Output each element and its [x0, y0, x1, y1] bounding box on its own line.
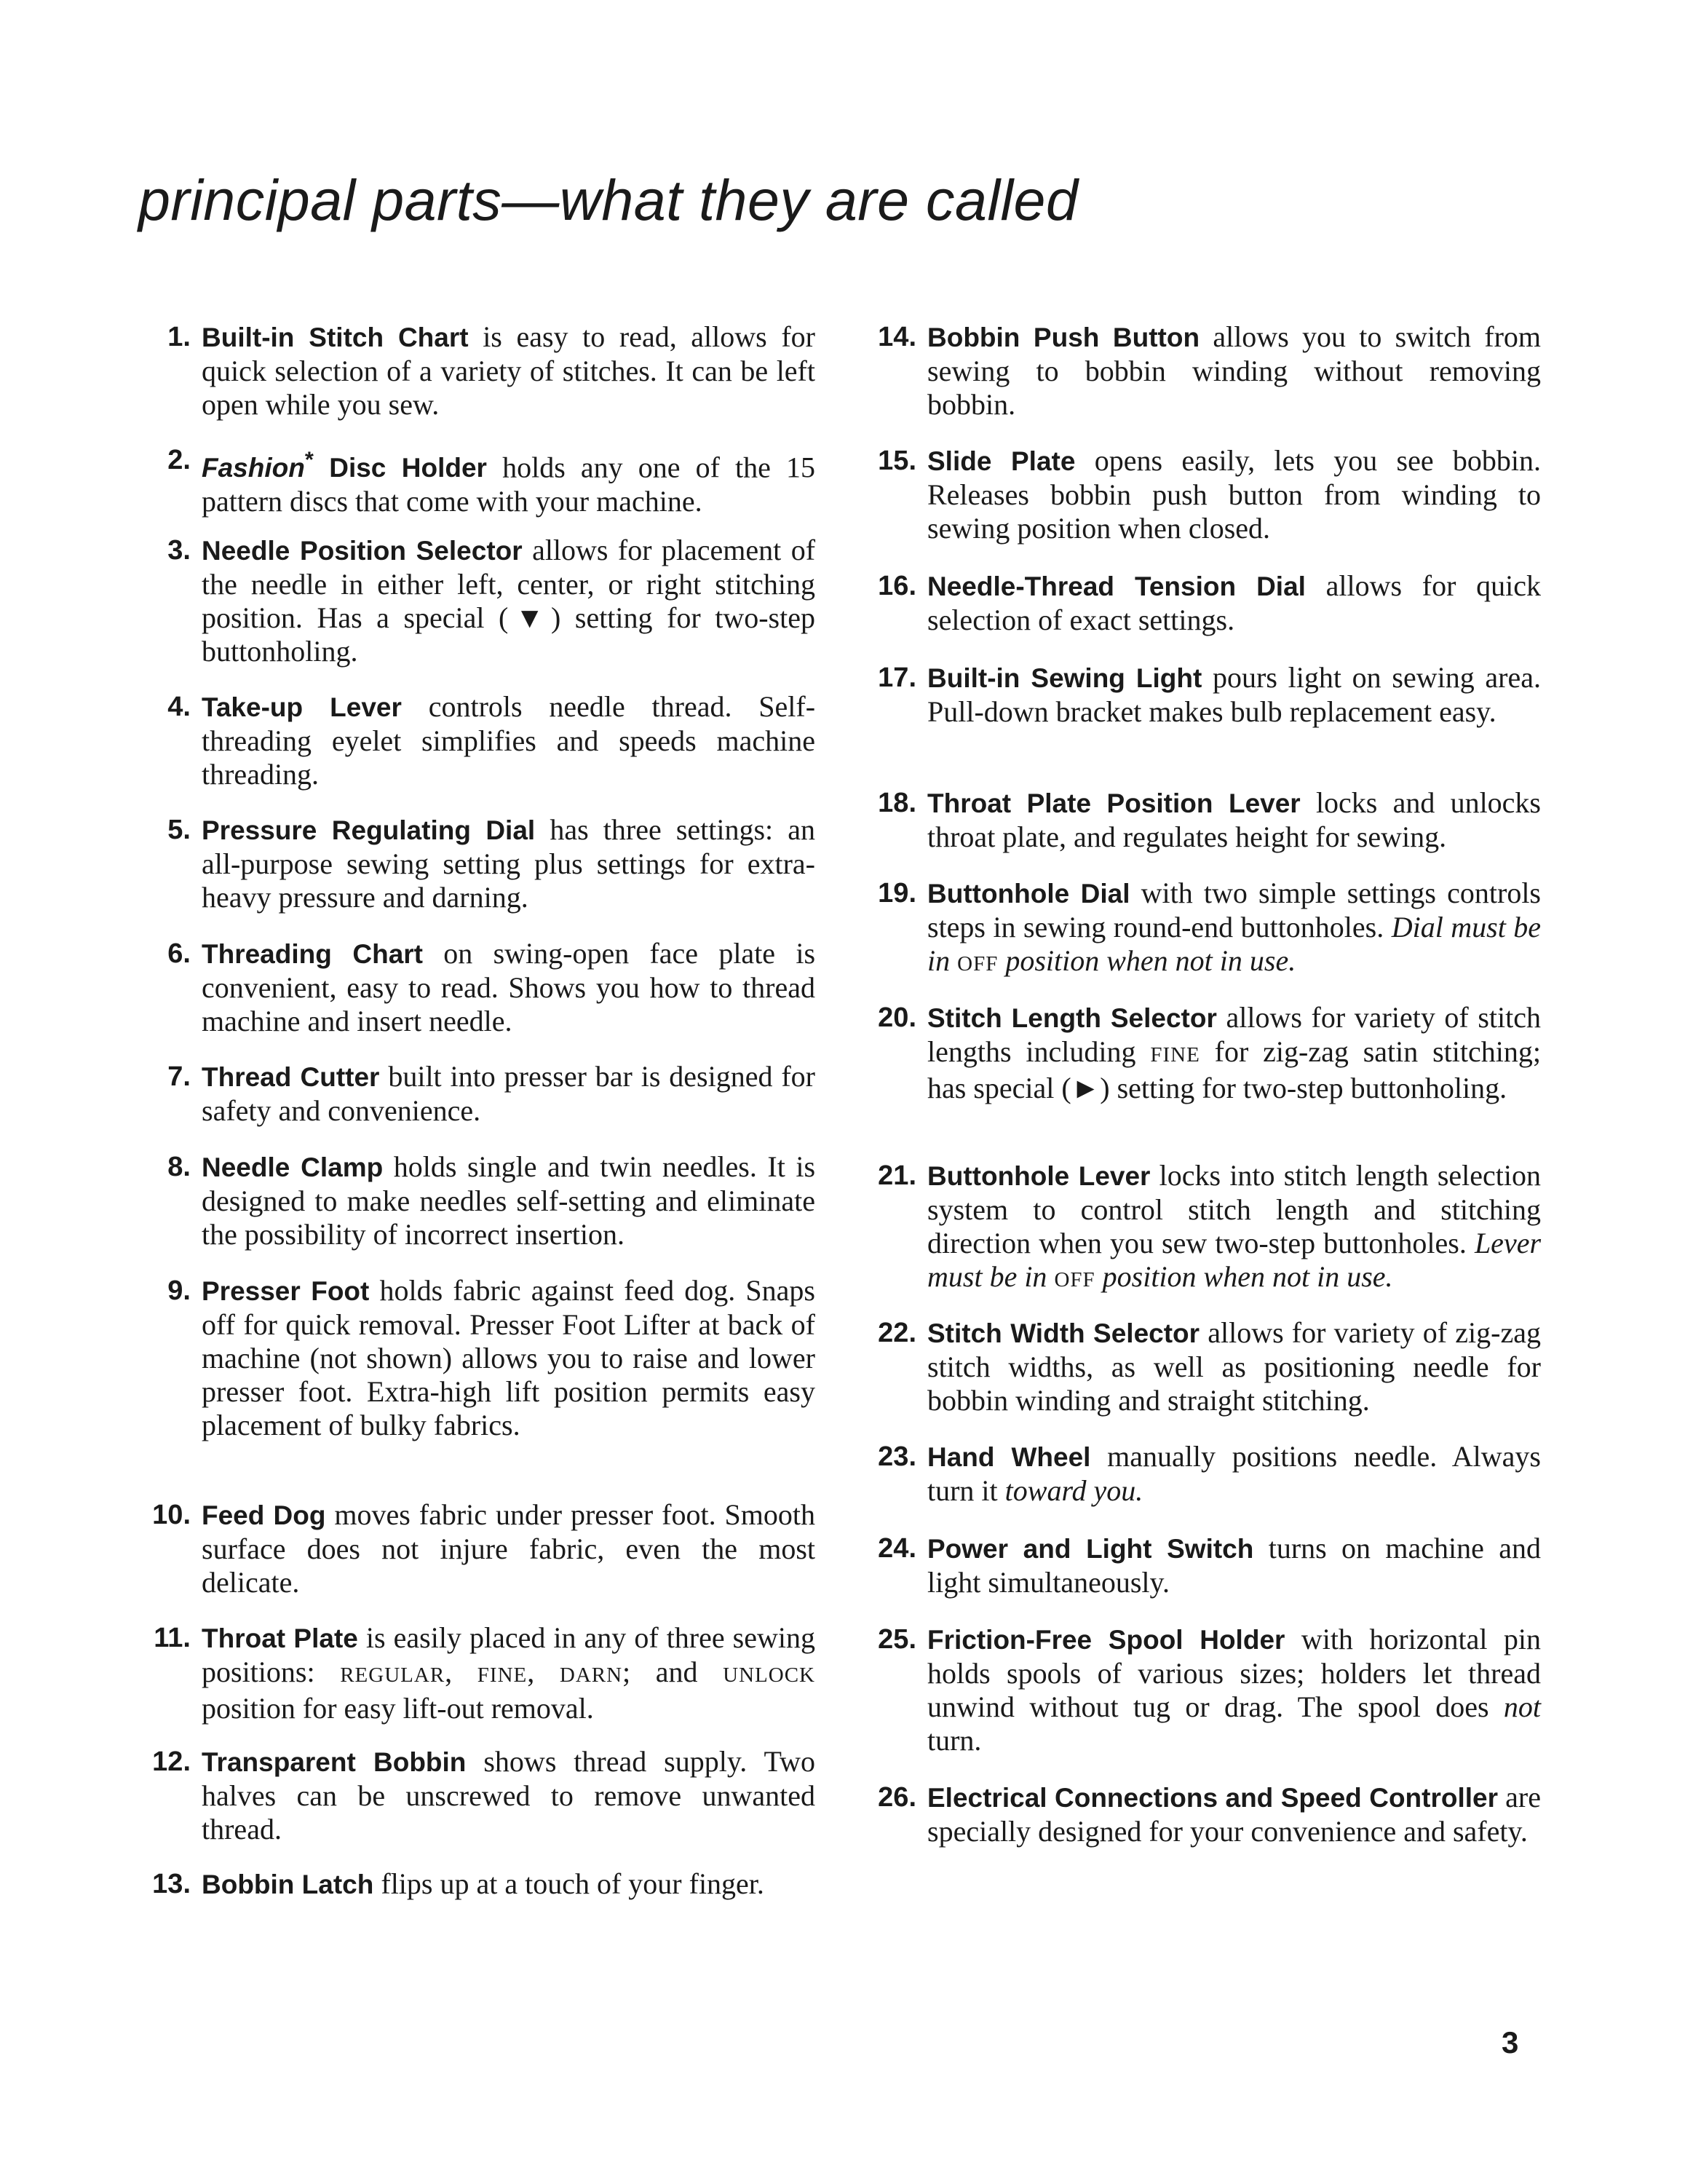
part-name: Throat Plate — [202, 1623, 358, 1653]
part-name: Power and Light Switch — [927, 1534, 1254, 1564]
page-number: 3 — [1502, 2025, 1519, 2060]
part-item-8 — [138, 1150, 815, 1251]
part-name: Buttonhole Dial — [927, 879, 1130, 909]
part-description: pours light on sewing area. Pull-down bracket makes bulb replacement easy. — [927, 661, 1541, 728]
part-description: flips up at a touch of your finger. — [381, 1867, 764, 1900]
part-description: locks into stitch length selection system to control stitch length and stitching direction when you sew two-step buttonholes. — [927, 1159, 1541, 1259]
part-name: Bobbin Push Button — [927, 323, 1200, 352]
part-item-5 — [138, 813, 815, 914]
part-number: 21. — [878, 1160, 916, 1191]
part-item-26 — [864, 1781, 1541, 1881]
part-item-24 — [864, 1532, 1541, 1599]
part-number: 15. — [878, 446, 916, 476]
part-name — [202, 447, 487, 483]
part-item-12 — [138, 1745, 815, 1845]
part-number: 2. — [167, 445, 191, 475]
usage-note-end: position when not in use. — [1102, 1260, 1393, 1293]
part-name: Built-in Sewing Light — [927, 663, 1202, 693]
page-title: principal parts—what they are called — [138, 167, 1079, 232]
part-name: Take-up Lever — [202, 692, 402, 722]
part-description: allows for quick selection of exact settings. — [927, 569, 1541, 636]
part-number: 13. — [152, 1869, 191, 1899]
part-name: Transparent Bobbin — [202, 1747, 467, 1777]
part-number: 9. — [167, 1275, 191, 1306]
part-name: Bobbin Latch — [202, 1870, 374, 1899]
part-number: 7. — [167, 1061, 191, 1092]
part-description: has three settings: an all-purpose sewing setting plus settings for extra-heavy pressure and darning. — [202, 813, 816, 914]
part-description: is easily placed in any of three sewing positions: — [202, 1621, 815, 1688]
part-number: 17. — [878, 662, 916, 693]
part-number: 8. — [167, 1152, 191, 1182]
part-number: 26. — [878, 1782, 916, 1813]
part-name: Needle Position Selector — [202, 536, 523, 566]
part-number: 25. — [878, 1624, 916, 1655]
part-item-9 — [138, 1274, 815, 1475]
part-description: holds any one of the 15 pattern discs that come with your machine. — [202, 451, 815, 518]
part-description: are specially designed for your convenience and safety. — [927, 1781, 1541, 1848]
part-item-4 — [138, 690, 815, 791]
part-description: locks and unlocks throat plate, and regulates height for sewing. — [927, 786, 1541, 853]
part-item-15 — [864, 444, 1541, 545]
part-description: opens easily, lets you see bobbin. Releases bobbin push button from winding to sewing position when closed. — [927, 444, 1542, 545]
part-description: holds fabric against feed dog. Snaps off for quick removal. Presser Foot Lifter at back of machine (not shown) allows you to raise and lower presser foot. Extra-high lift position permits easy placement of bulky fabrics. — [202, 1274, 815, 1441]
part-name: Feed Dog — [202, 1500, 326, 1530]
part-number: 20. — [878, 1002, 916, 1033]
part-number: 10. — [152, 1500, 191, 1530]
part-number: 5. — [167, 815, 191, 845]
setting-unlock: UNLOCK — [723, 1663, 816, 1687]
part-name: Buttonhole Lever — [927, 1161, 1151, 1191]
part-description: holds single and twin needles. It is designed to make needles self-setting and eliminate the possibility of incorrect insertion. — [202, 1150, 816, 1251]
part-name: Presser Foot — [202, 1276, 370, 1306]
part-description: turns on machine and light simultaneously. — [927, 1532, 1541, 1599]
part-number: 23. — [878, 1441, 916, 1472]
part-description: with horizontal pin holds spools of various sizes; holders let thread unwind without tug or drag. The spool does — [927, 1623, 1541, 1723]
parts-list-right-column — [864, 320, 1541, 1881]
part-description: manually positions needle. Always turn it — [927, 1440, 1541, 1507]
part-name: Stitch Width Selector — [927, 1318, 1200, 1348]
part-item-21 — [864, 1159, 1541, 1293]
part-item-25 — [864, 1623, 1541, 1757]
part-description-end: position for easy lift-out removal. — [202, 1692, 594, 1725]
trademark-mark: * — [304, 447, 314, 472]
part-number: 18. — [878, 788, 916, 818]
part-description-emphasis: not — [1503, 1690, 1542, 1723]
part-description: allows for variety of zig-zag stitch widths, as well as positioning needle for bobbin winding and straight stitching. — [927, 1316, 1541, 1417]
part-number: 4. — [167, 692, 191, 722]
part-name: Hand Wheel — [927, 1442, 1091, 1472]
separator: , — [527, 1655, 535, 1688]
part-item-13 — [138, 1867, 815, 1901]
usage-note-end: position when not in use. — [1005, 944, 1296, 977]
setting-darn: DARN — [559, 1663, 623, 1687]
part-name: Friction-Free Spool Holder — [927, 1625, 1285, 1655]
setting-fine: FINE — [477, 1663, 528, 1687]
part-number: 3. — [167, 535, 191, 566]
part-description: shows thread supply. Two halves can be unscrewed to remove unwanted thread. — [202, 1745, 816, 1845]
part-item-1 — [138, 320, 815, 421]
part-number: 1. — [167, 322, 191, 352]
part-description-end: turn. — [927, 1724, 982, 1757]
part-name: Threading Chart — [202, 939, 424, 969]
part-item-16 — [864, 569, 1541, 636]
part-description: moves fabric under presser foot. Smooth surface does not injure fabric, even the most delicate. — [202, 1498, 815, 1599]
part-number: 14. — [878, 322, 916, 352]
separator: , — [445, 1655, 453, 1688]
part-description: built into presser bar is designed for safety and convenience. — [202, 1060, 815, 1127]
part-item-18 — [864, 786, 1541, 853]
part-name: Built-in Stitch Chart — [202, 323, 469, 352]
part-name: Slide Plate — [927, 446, 1076, 476]
usage-note-start: Lever must be in — [927, 1227, 1542, 1293]
setting-regular: REGULAR — [340, 1663, 445, 1687]
part-number: 12. — [152, 1746, 191, 1777]
part-description: with two simple settings controls steps in sewing round-end buttonholes. — [927, 877, 1541, 943]
setting-off: OFF — [1054, 1268, 1095, 1291]
part-description-emphasis: toward you. — [1004, 1474, 1143, 1507]
part-item-23 — [864, 1440, 1541, 1507]
part-number: 6. — [167, 938, 191, 969]
part-item-2 — [138, 443, 815, 518]
part-description: allows for placement of the needle in either left, center, or right stitching position. Has a special (▼) setting for two-step buttonholing. — [202, 534, 816, 668]
parts-list-left-column — [138, 320, 815, 1901]
part-name-text: Disc Holder — [329, 453, 487, 483]
part-name: Throat Plate Position Lever — [927, 788, 1301, 818]
setting-off: OFF — [957, 952, 999, 976]
part-name: Thread Cutter — [202, 1062, 380, 1092]
part-item-20 — [864, 1001, 1541, 1135]
part-name: Stitch Length Selector — [927, 1003, 1217, 1033]
part-item-19 — [864, 877, 1541, 977]
part-name: Needle Clamp — [202, 1152, 384, 1182]
part-description: is easy to read, allows for quick selection of a variety of stitches. It can be left open while you sew. — [202, 320, 815, 421]
usage-note-start: Dial must be in — [927, 911, 1541, 977]
part-description: controls needle thread. Self-threading eyelet simplifies and speeds machine threading. — [202, 690, 816, 791]
part-name: Needle-Thread Tension Dial — [927, 571, 1306, 601]
part-description: on swing-open face plate is convenient, easy to read. Shows you how to thread machine and insert needle. — [202, 937, 816, 1037]
part-description: allows you to switch from sewing to bobbin winding without removing bobbin. — [927, 320, 1542, 421]
part-description: allows for variety of stitch lengths including — [927, 1001, 1542, 1068]
part-name: Pressure Regulating Dial — [202, 815, 536, 845]
part-item-3 — [138, 534, 815, 668]
part-number: 19. — [878, 878, 916, 909]
part-number: 16. — [878, 571, 916, 601]
part-item-22 — [864, 1316, 1541, 1417]
part-number: 22. — [878, 1318, 916, 1348]
part-item-17 — [864, 661, 1541, 761]
part-description-end: for zig-zag satin stitching; has special (►) setting for two-step buttonholing. — [927, 1035, 1542, 1104]
separator: ; and — [622, 1655, 698, 1688]
part-brand: Fashion — [202, 453, 305, 483]
part-item-11 — [138, 1621, 816, 1725]
part-item-10 — [138, 1498, 815, 1599]
part-number: 11. — [154, 1623, 191, 1653]
part-name: Electrical Connections and Speed Controller — [927, 1783, 1498, 1813]
part-item-6 — [138, 937, 815, 1037]
setting-fine: FINE — [1150, 1043, 1200, 1067]
part-item-14 — [864, 320, 1541, 421]
part-number: 24. — [878, 1533, 916, 1564]
part-item-7 — [138, 1060, 815, 1127]
